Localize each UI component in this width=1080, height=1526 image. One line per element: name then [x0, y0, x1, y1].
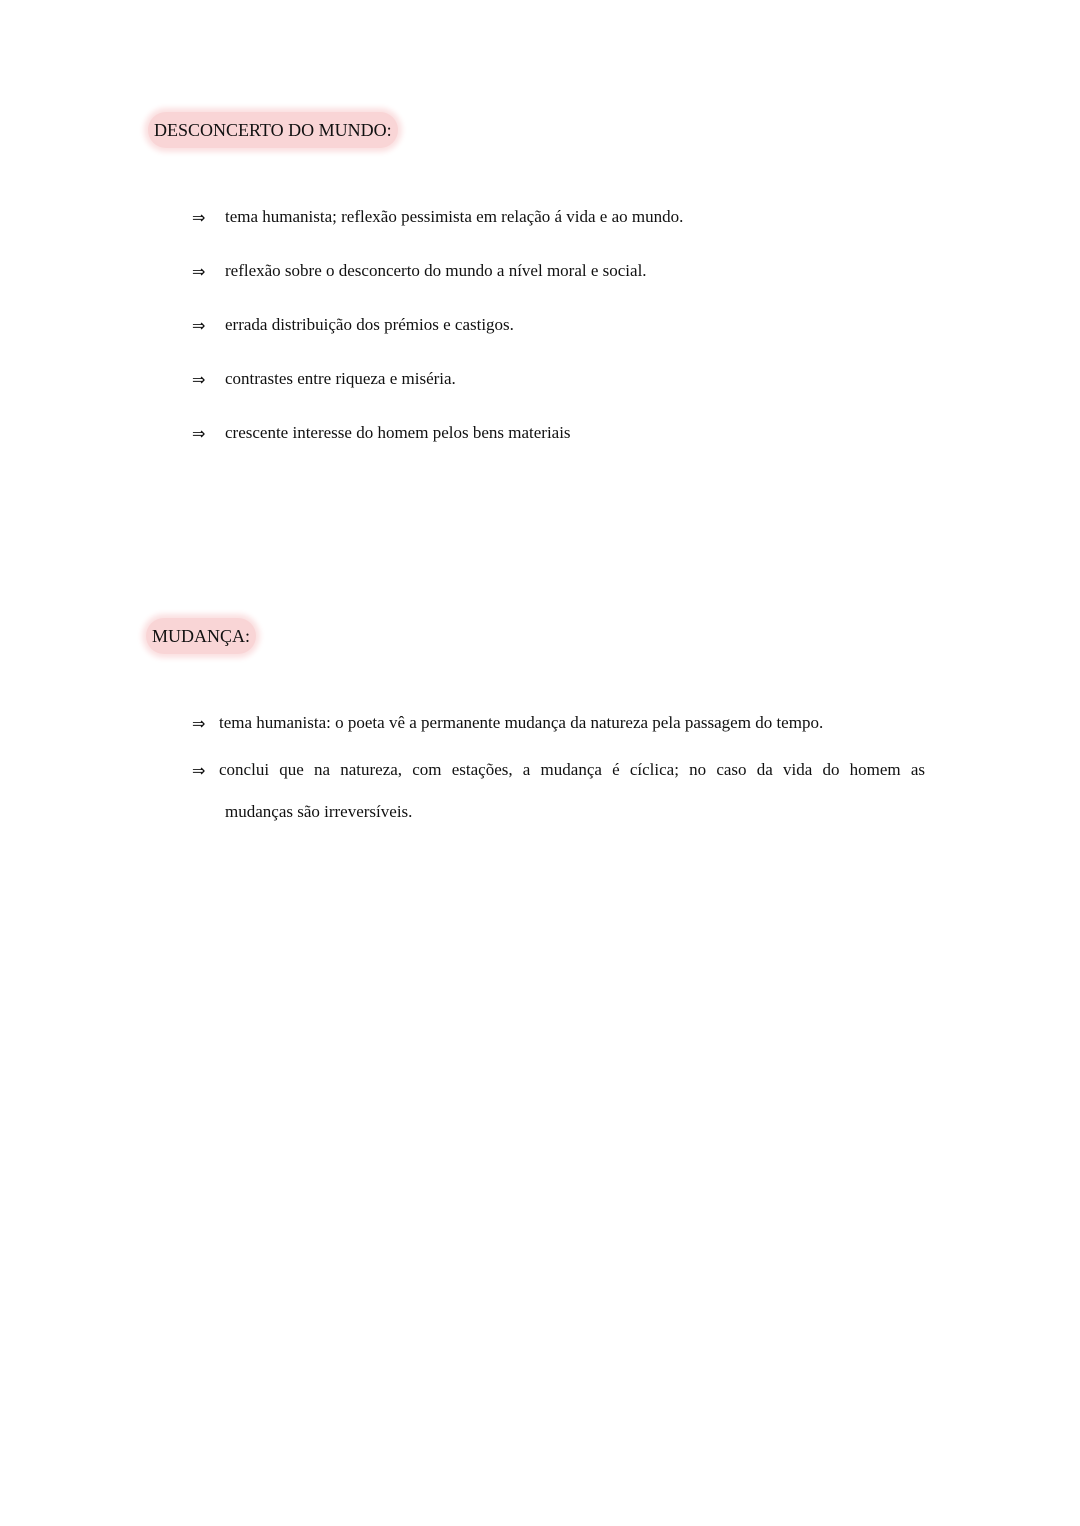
- list-item: tema humanista: o poeta vê a permanente mudança da natureza pela passagem do tempo.: [219, 713, 824, 732]
- section-heading-mudanca: MUDANÇA:: [146, 618, 256, 654]
- list-item: crescente interesse do homem pelos bens materiais: [225, 423, 571, 442]
- arrow-icon: ⇒: [192, 424, 206, 443]
- list-item: reflexão sobre o desconcerto do mundo a nível moral e social.: [225, 261, 647, 280]
- arrow-icon: ⇒: [192, 262, 206, 281]
- arrow-icon: ⇒: [192, 370, 206, 389]
- list-item: tema humanista; reflexão pessimista em relação á vida e ao mundo.: [225, 207, 684, 226]
- list-item: conclui que na natureza, com estações, a mudança é cíclica; no caso da vida do homem as: [219, 760, 925, 779]
- list-item: errada distribuição dos prémios e castigos.: [225, 315, 514, 334]
- arrow-icon: ⇒: [192, 761, 206, 780]
- section-heading-desconcerto: DESCONCERTO DO MUNDO:: [148, 112, 398, 148]
- list-item: contrastes entre riqueza e miséria.: [225, 369, 456, 388]
- list-item-continuation: mudanças são irreversíveis.: [225, 802, 413, 821]
- arrow-icon: ⇒: [192, 316, 206, 335]
- arrow-icon: ⇒: [192, 714, 206, 733]
- arrow-icon: ⇒: [192, 208, 206, 227]
